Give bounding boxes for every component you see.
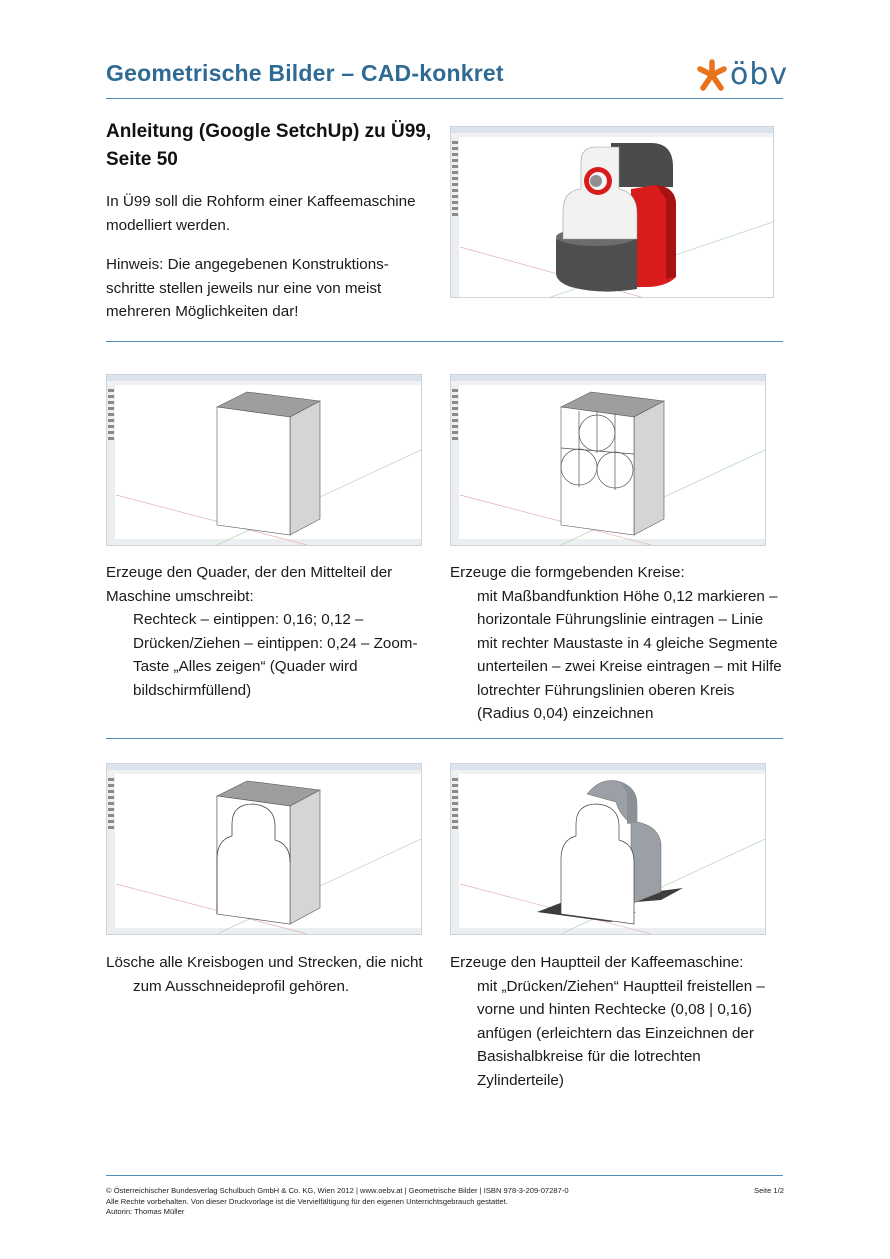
step-lead: Erzeuge den Quader, der den Mittelteil der — [106, 564, 393, 581]
screenshot-step-3-profile — [106, 763, 422, 935]
step-line: mit rechter Maustaste in 4 gleiche Segmente — [477, 634, 778, 652]
text-line: Hinweis: Die angegebenen Konstruktions- — [106, 256, 389, 273]
page-header-title: Geometrische Bilder – CAD-konkret — [106, 60, 504, 86]
intro-heading — [106, 118, 436, 174]
oebv-star-icon — [696, 58, 728, 92]
step-3-text — [106, 951, 446, 998]
screenshot-step-4-main-part — [450, 763, 766, 935]
step-line: Zylinderteile) — [477, 1071, 564, 1089]
screenshot-step-1-box — [106, 374, 422, 546]
step-1-text — [106, 561, 436, 702]
text-line: schritte stellen jeweils nur eine von meist — [106, 279, 382, 297]
intro-paragraph-2 — [106, 253, 436, 324]
footer — [106, 1186, 784, 1218]
footer-rule — [106, 1175, 783, 1176]
step-line: mit „Drücken/Ziehen“ Hauptteil freistellen – — [477, 977, 765, 995]
step-line: Drücken/Ziehen – eintippen: 0,24 – Zoom- — [133, 634, 418, 652]
text-line: In Ü99 soll die Rohform einer Kaffeemaschine — [106, 193, 416, 210]
step-line: bildschirmfüllend) — [133, 681, 252, 699]
intro-heading-line: Anleitung (Google SetchUp) zu Ü99, — [106, 121, 432, 142]
oebv-logo — [696, 58, 788, 92]
intro-paragraph-1 — [106, 190, 436, 237]
screenshot-finished-model — [450, 126, 774, 298]
footer-rights: Alle Rechte vorbehalten. Von dieser Druckvorlage ist die Vervielfältigung für den eigenen Unterrichtsgebrauch gestattet. — [106, 1196, 508, 1206]
step-line: Maschine umschreibt: — [106, 587, 254, 605]
step-line: unterteilen – zwei Kreise eintragen – mit Hilfe — [477, 658, 782, 675]
section-rule-2 — [106, 738, 783, 739]
oebv-logo-text: öbv — [730, 57, 789, 92]
step-line: Rechteck – eintippen: 0,16; 0,12 – — [133, 611, 364, 628]
step-lead: Erzeuge die formgebenden Kreise: — [450, 564, 685, 581]
step-line: lotrechter Führungslinien oberen Kreis — [477, 681, 735, 699]
step-line: anfügen (erleichtern das Einzeichnen der — [477, 1024, 754, 1042]
header-rule — [106, 98, 783, 99]
step-lead: Erzeuge den Hauptteil der Kaffeemaschine: — [450, 954, 744, 971]
step-line: zum Ausschneideprofil gehören. — [133, 977, 350, 995]
footer-copyright: © Österreichischer Bundesverlag Schulbuch GmbH & Co. KG, Wien 2012 | www.oebv.at | Geometrische Bilder | ISBN 978-3-209-07287-0 — [106, 1186, 569, 1195]
step-lead: Lösche alle Kreisbogen und Strecken, die nicht — [106, 954, 423, 971]
step-2-text — [450, 561, 790, 726]
step-line: Basishalbkreise für die lotrechten — [477, 1048, 701, 1065]
text-line: mehreren Möglichkeiten dar! — [106, 303, 299, 320]
step-line: vorne und hinten Rechtecke (0,08 | 0,16) — [477, 1001, 752, 1018]
step-line: Taste „Alles zeigen“ (Quader wird — [133, 658, 358, 675]
intro-heading-line: Seite 50 — [106, 149, 178, 170]
footer-author: Autorin: Thomas Müller — [106, 1207, 185, 1216]
step-4-text — [450, 951, 790, 1092]
step-line: (Radius 0,04) einzeichnen — [477, 705, 654, 722]
step-line: mit Maßbandfunktion Höhe 0,12 markieren – — [477, 587, 778, 605]
screenshot-step-2-circles — [450, 374, 766, 546]
section-rule-1 — [106, 341, 783, 342]
text-line: modelliert werden. — [106, 216, 231, 234]
page-number: Seite 1/2 — [754, 1186, 784, 1195]
step-line: horizontale Führungslinie eintragen – Linie — [477, 611, 764, 628]
